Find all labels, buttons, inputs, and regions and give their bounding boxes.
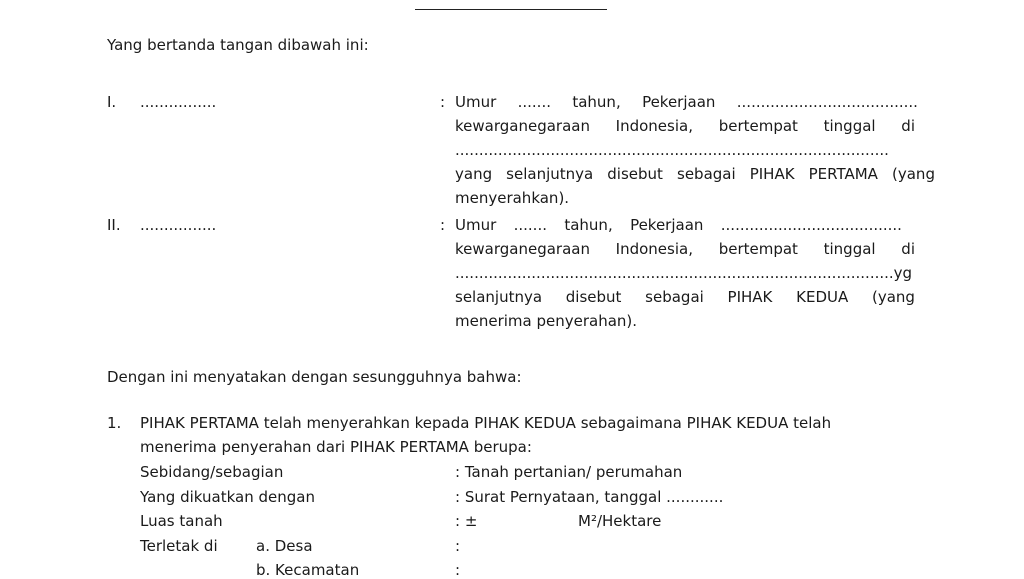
- word: (yang: [892, 165, 935, 183]
- word: sebagai: [677, 165, 736, 183]
- word: kewarganegaraan: [455, 240, 590, 258]
- party2-line1: [455, 218, 902, 233]
- word: disebut: [607, 165, 663, 183]
- party2-details: [455, 218, 915, 329]
- word: bertempat: [718, 240, 798, 258]
- party2-colon: :: [440, 216, 446, 234]
- field-sub-kecamatan: b. Kecamatan: [256, 561, 360, 579]
- word: sebagai: [645, 288, 704, 306]
- word: Indonesia,: [615, 117, 693, 135]
- word: Pekerjaan: [642, 93, 716, 111]
- party1-colon: :: [440, 93, 446, 111]
- word: di: [901, 117, 915, 135]
- word: Indonesia,: [615, 240, 693, 258]
- party1-numeral: I.: [107, 93, 117, 111]
- item1-number: 1.: [107, 414, 122, 432]
- word: PIHAK: [727, 288, 773, 306]
- word: tahun,: [564, 216, 613, 234]
- party1-name-blank: ................: [140, 93, 217, 111]
- field-value-sebidang: : Tanah pertanian/ perumahan: [455, 463, 683, 481]
- item1-line1: PIHAK PERTAMA telah menyerahkan kepada PIHAK KEDUA sebagaimana PIHAK KEDUA telah: [140, 414, 832, 432]
- word: tinggal: [823, 117, 876, 135]
- field-value-dikuatkan: : Surat Pernyataan, tanggal ............: [455, 488, 724, 506]
- word: disebut: [565, 288, 622, 306]
- field-value-luas: : ±: [455, 512, 478, 530]
- party1-line2: [455, 119, 915, 134]
- party1-line5: menyerahkan).: [455, 189, 570, 207]
- party2-numeral: II.: [107, 216, 121, 234]
- word: kewarganegaraan: [455, 117, 590, 135]
- word: Umur: [455, 93, 497, 111]
- word: ......................................: [736, 93, 918, 111]
- word: PERTAMA: [808, 165, 878, 183]
- word: .......: [513, 216, 547, 234]
- word: bertempat: [718, 117, 798, 135]
- title-underline: [415, 9, 607, 10]
- field-unit-luas: M²/Hektare: [578, 512, 662, 530]
- field-label-sebidang: Sebidang/sebagian: [140, 463, 284, 481]
- word: yang: [455, 165, 493, 183]
- party2-line4: [455, 290, 915, 305]
- party1-address-blank: ...........................................................................................: [455, 143, 889, 158]
- word: tinggal: [823, 240, 876, 258]
- intro-text: Yang bertanda tangan dibawah ini:: [107, 36, 369, 54]
- field-sub-desa: a. Desa: [256, 537, 313, 555]
- party2-line2: [455, 242, 915, 257]
- field-value-desa: :: [455, 537, 461, 555]
- word: selanjutnya: [506, 165, 594, 183]
- field-value-kecamatan: :: [455, 561, 461, 579]
- word: ......................................: [720, 216, 902, 234]
- word: tahun,: [572, 93, 621, 111]
- field-label-terletak: Terletak di: [140, 537, 218, 555]
- party2-address-blank: ............................................................................................yg: [455, 266, 913, 281]
- item1-line2: menerima penyerahan dari PIHAK PERTAMA berupa:: [140, 438, 532, 456]
- word: Pekerjaan: [630, 216, 704, 234]
- word: (yang: [871, 288, 915, 306]
- field-label-dikuatkan: Yang dikuatkan dengan: [140, 488, 315, 506]
- word: KEDUA: [796, 288, 849, 306]
- statement-text: Dengan ini menyatakan dengan sesungguhnya bahwa:: [107, 368, 522, 386]
- party2-name-blank: ................: [140, 216, 217, 234]
- party1-line1: [455, 95, 918, 110]
- party1-details: [455, 93, 935, 207]
- word: selanjutnya: [455, 288, 543, 306]
- word: Umur: [455, 216, 497, 234]
- word: .......: [517, 93, 551, 111]
- word: PIHAK: [749, 165, 795, 183]
- party1-line4: [455, 167, 935, 182]
- party2-line5: menerima penyerahan).: [455, 312, 638, 330]
- field-label-luas: Luas tanah: [140, 512, 223, 530]
- word: di: [901, 240, 915, 258]
